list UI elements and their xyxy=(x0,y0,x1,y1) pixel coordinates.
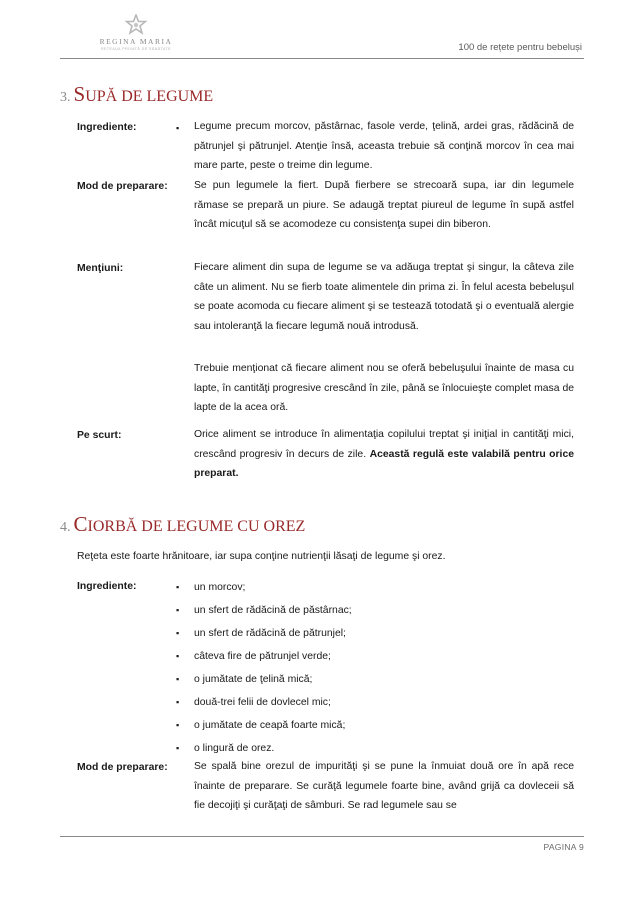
ingredient-item: o lingură de orez. xyxy=(194,743,275,754)
mod-preparare-label: Mod de preparare: xyxy=(77,181,168,192)
section-3-heading xyxy=(60,82,213,107)
pe-scurt-text xyxy=(194,425,574,484)
ingredient-item: un sfert de rădăcină de pătrunjel; xyxy=(194,628,346,639)
logo-tagline: REȚEAUA PRIVATĂ DE SĂNĂTATE xyxy=(100,47,172,51)
pe-scurt-bold: Această regulă este valabilă pentru orice preparat. xyxy=(194,448,575,480)
ingrediente-label: Ingrediente: xyxy=(77,581,137,592)
section-4-heading xyxy=(60,512,305,537)
bullet: ▪ xyxy=(176,628,180,638)
section-title-rest: IORBĂ DE LEGUME CU OREZ xyxy=(87,518,306,535)
section-title-rest: UPĂ DE LEGUME xyxy=(85,88,214,105)
ingredient-item: o jumătate de ceapă foarte mică; xyxy=(194,720,346,731)
section-number: 3. xyxy=(60,90,71,105)
ingrediente-label: Ingrediente: xyxy=(77,122,137,133)
ingrediente-text: Legume precum morcov, păstârnac, fasole verde, ţelină, ardei gras, rădăcină de pătrunjel şi pătrunjel. Atenţie însă, aceasta trebuie să conţină morcov în cea mai mare parte, peste o treime din legume. xyxy=(194,121,574,172)
ingredient-item: câteva fire de pătrunjel verde; xyxy=(194,651,331,662)
logo xyxy=(86,14,186,51)
document-title: 100 de rețete pentru bebeluși xyxy=(458,42,582,53)
footer-divider xyxy=(60,836,584,837)
mod-preparare-text: Se pun legumele la fiert. După fierbere se strecoară supa, iar din legumele rămase se prepară un piure. Se adaugă treptat piureul de legume în supă astfel încât micuţul să se acomodeze cu consistenţa supei din biberon. xyxy=(194,180,574,231)
section-title-initial: S xyxy=(73,82,86,106)
star-logo-icon xyxy=(125,14,147,36)
pe-scurt-normal: Orice aliment se introduce în alimentaţia copilului treptat şi iniţial in cantităţi mici, crescând progresiv în decurs de zile. xyxy=(194,429,574,460)
mentiuni-text-1: Fiecare aliment din supa de legume se va adăuga treptat şi singur, la câteva zile câte un aliment. Nu se fierb toate alimentele din prima zi. În felul acesta bebeluşul se poate acomoda cu fiecare aliment şi se testează totodată şi o eventuală alergie sau intoleranţă la fiecare legumă nouă introdusă. xyxy=(194,262,574,332)
ingredient-item: două-trei felii de dovlecel mic; xyxy=(194,697,331,708)
mod-preparare-label: Mod de preparare: xyxy=(77,762,168,773)
mentiuni-label: Menţiuni: xyxy=(77,263,124,274)
section-title-initial: C xyxy=(73,512,88,536)
bullet: ▪ xyxy=(176,743,180,753)
bullet: ▪ xyxy=(176,582,180,592)
bullet: ▪ xyxy=(176,697,180,707)
section-number: 4. xyxy=(60,520,71,535)
mod-preparare-text: Se spală bine orezul de impurităţi şi se pune la înmuiat două ore în apă rece înainte de preparare. Se curăţă legumele foarte bine, având grijă ca dovleceii să fie decojiţi şi curăţaţi de sâmburi. Se rad legumele sau se xyxy=(194,761,574,812)
bullet: ▪ xyxy=(176,674,180,684)
logo-name: REGINA MARIA xyxy=(99,37,173,46)
pe-scurt-label: Pe scurt: xyxy=(77,430,122,441)
mentiuni-text-2: Trebuie menţionat că fiecare aliment nou se oferă bebeluşului înainte de masa cu lapte, în cantităţi progresive crescând în zile, până se înlocuieşte complet masa de lapte de la acea oră. xyxy=(194,363,574,414)
bullet: ▪ xyxy=(176,605,180,615)
ingredient-item: un morcov; xyxy=(194,582,246,593)
ingredient-item: o jumătate de ţelină mică; xyxy=(194,674,313,685)
bullet: ▪ xyxy=(176,651,180,661)
header-divider xyxy=(60,58,584,59)
bullet: ▪ xyxy=(176,720,180,730)
ingredient-item: un sfert de rădăcină de păstârnac; xyxy=(194,605,352,616)
page-number: PAGINA 9 xyxy=(543,842,584,852)
recipe-intro: Reţeta este foarte hrănitoare, iar supa conţine nutrienţii lăsaţi de legume şi orez. xyxy=(77,551,446,562)
bullet: ▪ xyxy=(176,123,180,133)
